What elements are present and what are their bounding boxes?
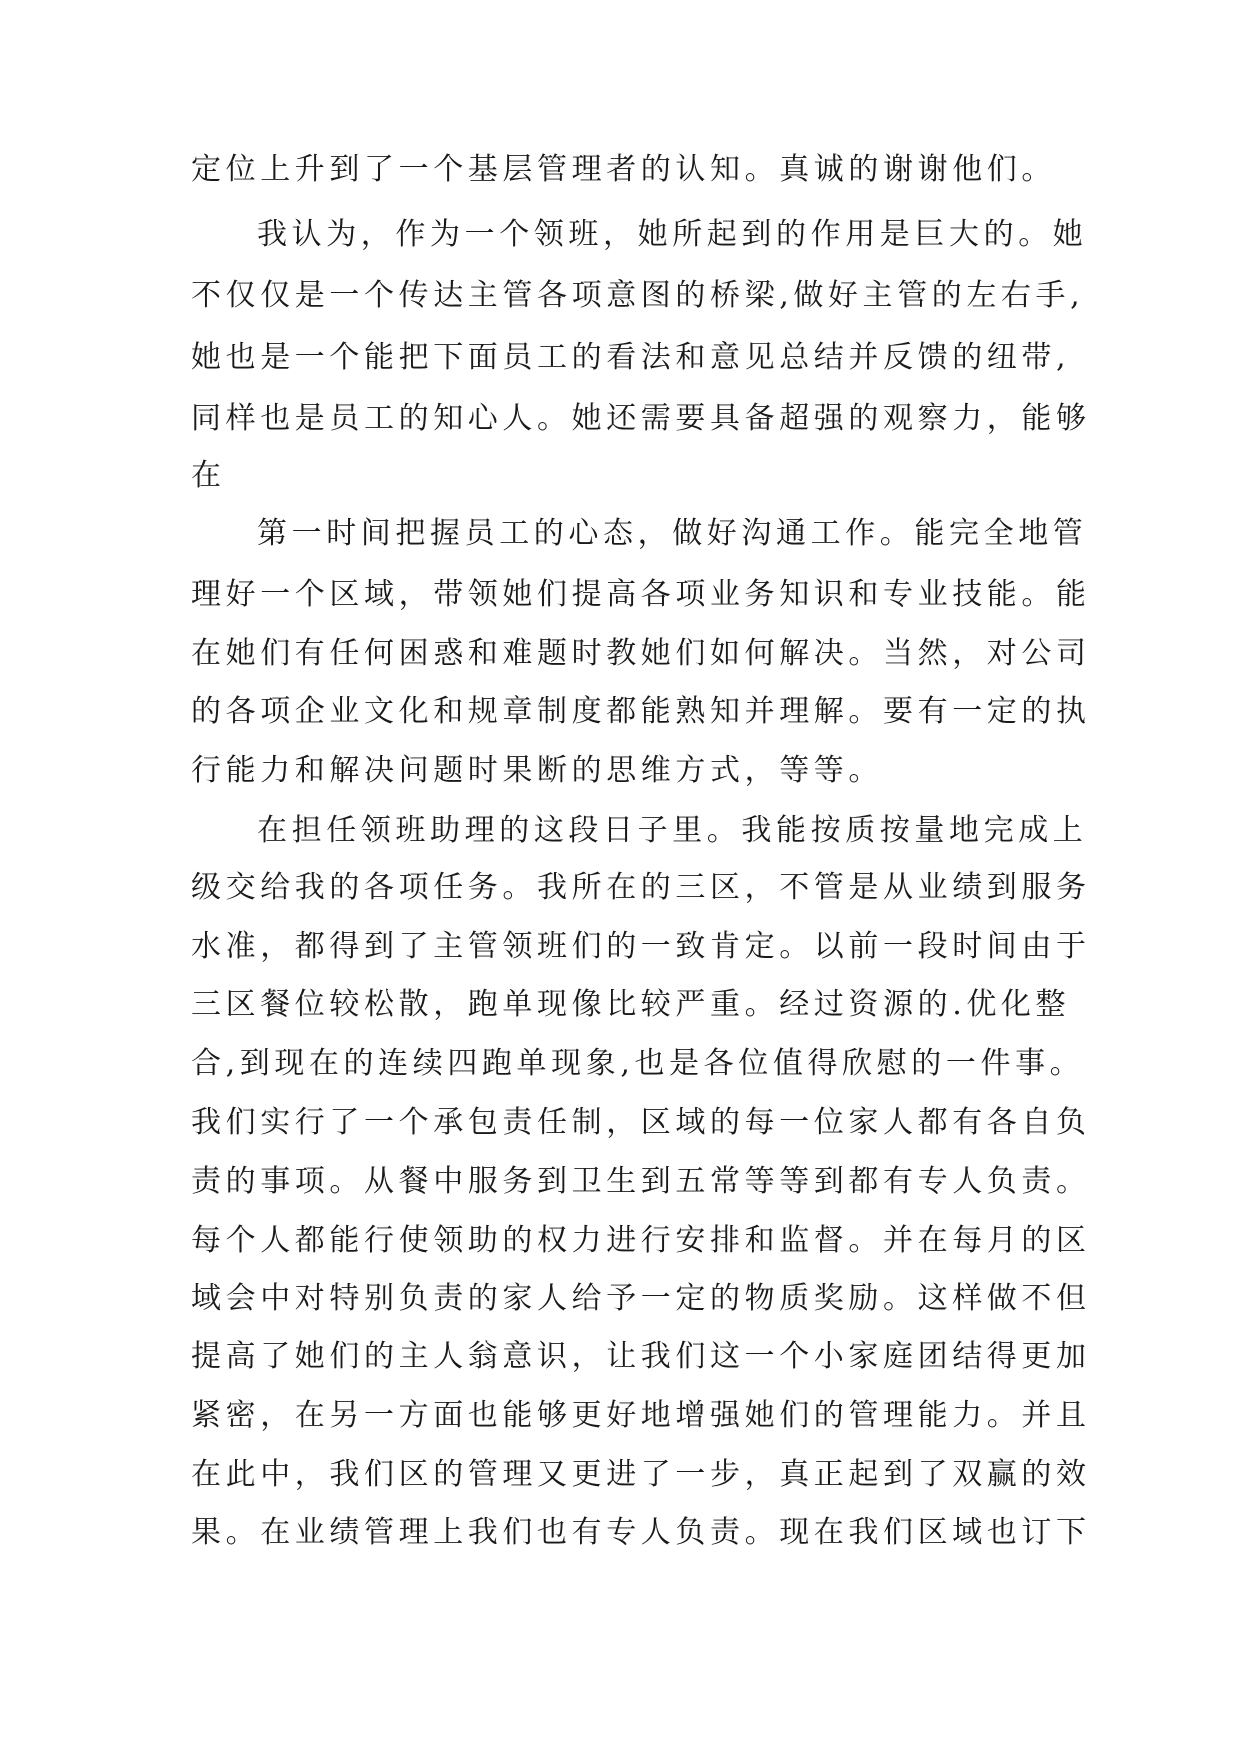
text-line: 她也是一个能把下面员工的看法和意见总结并反馈的纽带, [191, 340, 1071, 375]
text-line: 我认为，作为一个领班，她所起到的作用是巨大的。她 [257, 217, 1088, 252]
text-line: 理好一个区域，带领她们提高各项业务知识和专业技能。能 [191, 577, 1091, 612]
text-line: 果。在业绩管理上我们也有专人负责。现在我们区域也订下 [191, 1515, 1091, 1550]
text-line: 三区餐位较松散，跑单现像比较严重。经过资源的.优化整 [191, 987, 1071, 1022]
text-line: 每个人都能行使领助的权力进行安排和监督。并在每月的区 [191, 1223, 1091, 1258]
text-line: 提高了她们的主人翁意识，让我们这一个小家庭团结得更加 [191, 1339, 1091, 1374]
text-line: 不仅仅是一个传达主管各项意图的桥梁,做好主管的左右手, [191, 278, 1085, 313]
text-line: 级交给我的各项任务。我所在的三区，不管是从业绩到服务 [191, 870, 1091, 905]
text-line: 的各项企业文化和规章制度都能熟知并理解。要有一定的执 [191, 694, 1091, 729]
text-line: 第一时间把握员工的心态，做好沟通工作。能完全地管 [257, 516, 1088, 551]
text-line: 紧密，在另一方面也能够更好地增强她们的管理能力。并且 [191, 1398, 1091, 1433]
text-line: 在担任领班助理的这段日子里。我能按质按量地完成上 [257, 813, 1088, 848]
text-line: 在她们有任何困惑和难题时教她们如何解决。当然，对公司 [191, 636, 1091, 671]
text-line: 我们实行了一个承包责任制，区域的每一位家人都有各自负 [191, 1105, 1091, 1140]
text-line: 同样也是员工的知心人。她还需要具备超强的观察力，能够 [191, 401, 1091, 436]
text-line: 在 [191, 458, 226, 493]
text-line: 域会中对特别负责的家人给予一定的物质奖励。这样做不但 [191, 1281, 1091, 1316]
text-line: 在此中，我们区的管理又更进了一步，真正起到了双赢的效 [191, 1457, 1091, 1492]
text-line: 定位上升到了一个基层管理者的认知。真诚的谢谢他们。 [191, 152, 1056, 187]
text-line: 责的事项。从餐中服务到卫生到五常等等到都有专人负责。 [191, 1164, 1091, 1199]
text-line: 合,到现在的连续四跑单现象,也是各位值得欣慰的一件事。 [191, 1046, 1085, 1081]
text-line: 水准，都得到了主管领班们的一致肯定。以前一段时间由于 [191, 929, 1091, 964]
text-line: 行能力和解决问题时果断的思维方式，等等。 [191, 753, 883, 788]
